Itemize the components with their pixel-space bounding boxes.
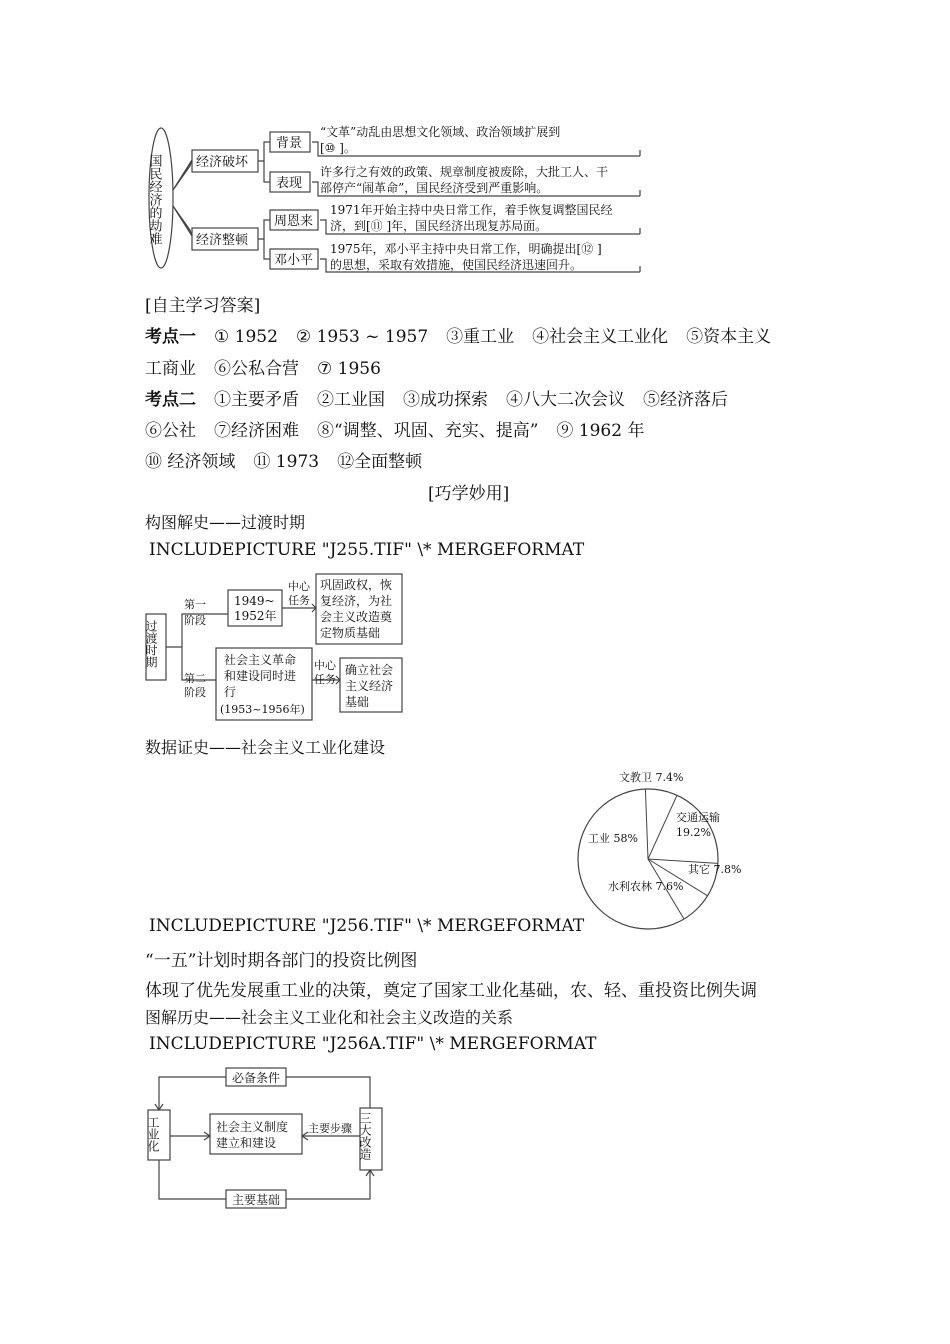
pie-caption: “一五”计划时期各部门的投资比例图 (145, 951, 418, 971)
answer-item: ① 1952 (214, 327, 278, 347)
diagram1-root-text: 国民经济的劫难 (146, 154, 162, 245)
d3-top: 必备条件 (232, 1071, 281, 1085)
pie-label-water: 水利农林 7.6% (608, 880, 684, 893)
answer-item: ③成功探索 (403, 390, 488, 410)
answer-item: ⑥公私合营 (214, 359, 299, 379)
d2-period2-3: (1953~1956年) (220, 703, 305, 716)
answer-p1-line2 (145, 354, 399, 379)
answer-item: ④八大二次会议 (506, 390, 625, 410)
d3-right: 三大改造 (358, 1112, 372, 1160)
d2-period2-1: 和建设同时进 (224, 669, 297, 683)
industrialization-relation-diagram (140, 1064, 390, 1212)
deng-line1: 1975年，邓小平主持中央日常工作，明确提出[⑫ ] (330, 242, 602, 256)
d2-result1-2: 会主义改造奠 (320, 610, 393, 624)
sub-heading-2: 数据证史——社会主义工业化建设 (145, 738, 386, 757)
answer-item: ⑤经济落后 (643, 390, 728, 410)
pie-slice-edge-交通运输 (648, 795, 677, 859)
deng-line2: 的思想，采取有效措施，使国民经济迅速回升。 (330, 258, 583, 272)
sub-heading-1: 构图解史——过渡时期 (145, 513, 306, 532)
pie-label-transport-1: 交通运输 (676, 811, 720, 824)
d2-result1-1: 复经济，为社 (320, 594, 393, 608)
bg-line2: [⑩ ]。 (320, 141, 356, 155)
answer-p1-line1 (145, 322, 789, 347)
d2-result1-3: 定物质基础 (320, 626, 381, 640)
answer-item: ⑧“调整、巩固、充实、提高” (317, 421, 539, 441)
d2-result2-2: 基础 (345, 695, 370, 709)
d2-stage1-label2: 阶段 (184, 614, 206, 627)
pie-slice-edge-文教卫 (645, 789, 648, 859)
zhou-line2: 济，到[⑪ ]年，国民经济出现复苏局面。 (330, 219, 548, 233)
tag-zhou: 周恩来 (274, 214, 314, 229)
answer-item: ③重工业 (446, 327, 515, 347)
answer-item: ②工业国 (317, 390, 385, 410)
d2-stage2-task2: 任务 (314, 673, 336, 686)
answer-item: ⑩ 经济领域 (145, 452, 236, 472)
kaodian2-label: 考点二 (145, 390, 196, 410)
tag-background: 背景 (276, 136, 303, 151)
answer-item: ①主要矛盾 (214, 390, 299, 410)
pie-label-industry: 工业 58% (588, 832, 638, 845)
d2-stage2-task1: 中心 (314, 659, 336, 672)
d3-center-1: 社会主义制度 (216, 1120, 289, 1134)
section-heading: [巧学妙用] (428, 484, 510, 504)
answer-p2-line2 (145, 416, 662, 441)
d2-stage1-period2: 1952年 (234, 609, 277, 623)
answer-item: ⑤资本主义 (686, 327, 772, 347)
d2-stage2-label1: 第二 (184, 672, 206, 685)
d2-stage2-label2: 阶段 (184, 686, 206, 699)
d2-stage1-task1: 中心 (288, 580, 310, 593)
d2-result2-0: 确立社会 (345, 663, 394, 677)
d2-result1-0: 巩固政权，恢 (320, 578, 393, 592)
d2-root: 过渡时期 (144, 620, 158, 668)
answer-item: ② 1953 ~ 1957 (295, 327, 429, 347)
kaodian1-label: 考点一 (145, 327, 196, 347)
include-2: INCLUDEPICTURE "J256.TIF" \* MERGEFORMAT (149, 916, 585, 936)
answer-item: ④社会主义工业化 (532, 327, 669, 347)
d3-bottom: 主要基础 (232, 1193, 281, 1207)
d3-arrow-label: 主要步骤 (308, 1122, 352, 1135)
include-3: INCLUDEPICTURE "J256A.TIF" \* MERGEFORMAT (149, 1034, 597, 1054)
sub-heading-3: 图解历史——社会主义工业化和社会主义改造的关系 (145, 1008, 514, 1027)
perf-line1: 许多行之有效的政策、规章制度被废除，大批工人、干 (320, 165, 609, 179)
economic-disaster-diagram (140, 120, 650, 280)
answers-heading: [自主学习答案] (145, 296, 261, 316)
d2-period2-2: 行 (224, 685, 237, 699)
tag-deng: 邓小平 (274, 253, 314, 268)
tag-performance: 表现 (276, 176, 303, 191)
d2-result2-1: 主义经济 (345, 679, 394, 693)
answer-item: ⑦ 1956 (317, 359, 381, 379)
branch2-label: 经济整顿 (196, 233, 249, 248)
answer-item: ⑥公社 (145, 421, 196, 441)
pie-description: 体现了优先发展重工业的决策，奠定了国家工业化基础，农、轻、重投资比例失调 (145, 981, 757, 1001)
d2-stage1-period1: 1949~ (234, 594, 275, 608)
answer-item: ⑪ 1973 (253, 452, 320, 472)
answer-item: ⑨ 1962 年 (556, 421, 645, 441)
bg-line1: “文革”动乱由思想文化领域、政治领域扩展到 (320, 125, 561, 139)
d3-center-2: 建立和建设 (216, 1136, 277, 1150)
d2-period2-0: 社会主义革命 (224, 653, 297, 667)
answer-item: ⑦经济困难 (214, 421, 299, 441)
pie-label-culture: 文教卫 7.4% (619, 771, 684, 784)
d3-left: 工业化 (146, 1116, 160, 1152)
transition-period-diagram (140, 570, 410, 725)
answer-item: 工商业 (145, 359, 196, 379)
zhou-line1: 1971年开始主持中央日常工作，着手恢复调整国民经 (330, 203, 613, 217)
investment-pie-chart (570, 762, 760, 930)
pie-label-other: 其它 7.8% (688, 863, 742, 876)
answer-p2-line1 (145, 385, 746, 410)
pie-label-transport-2: 19.2% (676, 826, 711, 839)
d2-stage1-task2: 任务 (288, 594, 310, 607)
perf-line2: 部停产“闹革命”，国民经济受到严重影响。 (320, 181, 549, 195)
d2-stage1-label1: 第一 (184, 598, 206, 611)
answer-p2-line3 (145, 447, 440, 472)
include-1: INCLUDEPICTURE "J255.TIF" \* MERGEFORMAT (149, 540, 585, 560)
branch1-label: 经济破坏 (196, 155, 249, 170)
answer-item: ⑫全面整顿 (337, 452, 423, 472)
